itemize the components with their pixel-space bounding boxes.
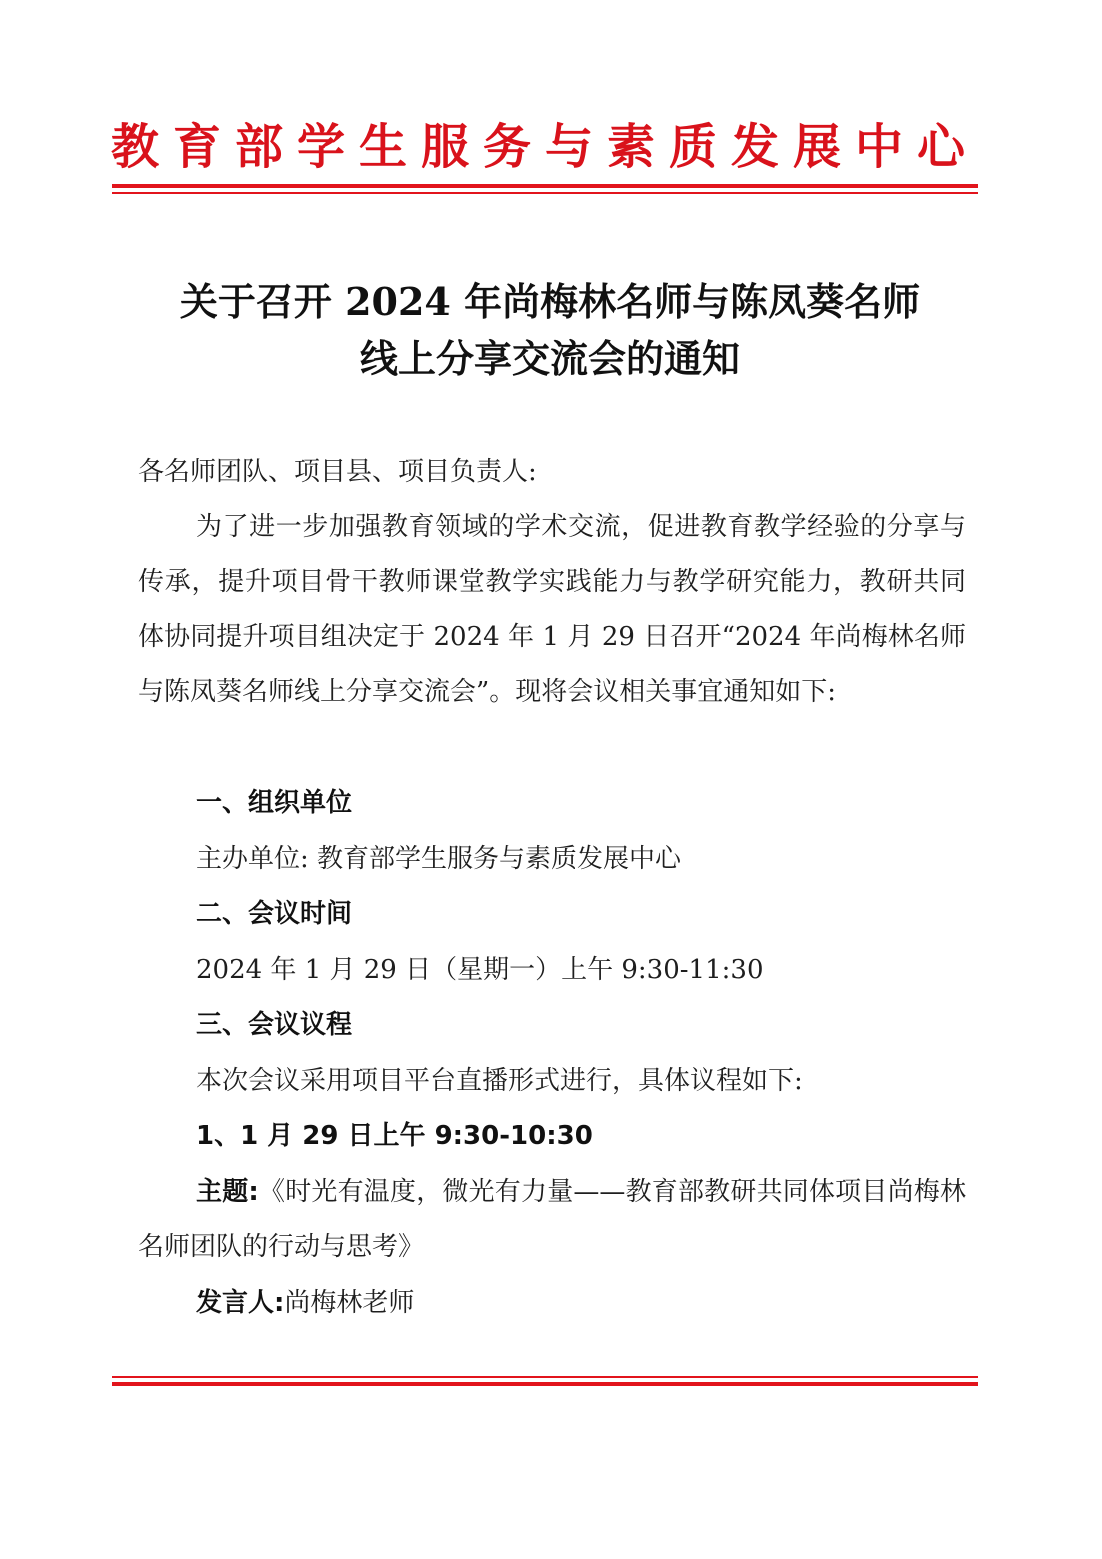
document-title-line-1: 关于召开 2024 年尚梅林名师与陈凤葵名师: [179, 279, 921, 324]
agenda-intro-text: 本次会议采用项目平台直播形式进行，具体议程如下:: [196, 1066, 803, 1096]
speaker-name: 尚梅林老师: [284, 1288, 415, 1318]
footer-divider-thick: [112, 1382, 978, 1386]
agenda-item-1-topic: [138, 1165, 966, 1275]
agenda-item-1-speaker: [196, 1276, 414, 1331]
section-heading-organizer: 一、组织单位: [196, 788, 353, 818]
header-divider-thin: [112, 192, 978, 194]
document-title-line-2: 线上分享交流会的通知: [359, 336, 740, 381]
organization-header: 教育部学生服务与素质发展中心: [110, 119, 979, 175]
speaker-label: 发言人:: [196, 1288, 285, 1318]
section-heading-time: 二、会议时间: [196, 899, 353, 929]
header-divider-thick: [112, 184, 978, 188]
topic-text: 《时光有温度，微光有力量——教育部教研共同体项目尚梅林名师团队的行动与思考》: [138, 1177, 966, 1262]
topic-label: 主题:: [196, 1177, 259, 1207]
section-heading-agenda: 三、会议议程: [196, 1010, 353, 1040]
intro-paragraph: 为了进一步加强教育领域的学术交流，促进教育教学经验的分享与传承，提升项目骨干教师课堂教学实践能力与教学研究能力，教研共同体协同提升项目组决定于 2024 年 1 月 29 日召开“2024 年尚梅林名师与陈凤葵名师线上分享交流会”。现将会议相关事宜通知如下:: [138, 512, 966, 707]
agenda-item-1-heading: 1、1 月 29 日上午 9:30-10:30: [196, 1121, 593, 1151]
organizer-text: 主办单位: 教育部学生服务与素质发展中心: [196, 844, 682, 874]
footer-divider-thin: [112, 1376, 978, 1378]
salutation: 各名师团队、项目县、项目负责人:: [138, 457, 537, 487]
meeting-time-text: 2024 年 1 月 29 日（星期一）上午 9:30-11:30: [196, 955, 764, 985]
